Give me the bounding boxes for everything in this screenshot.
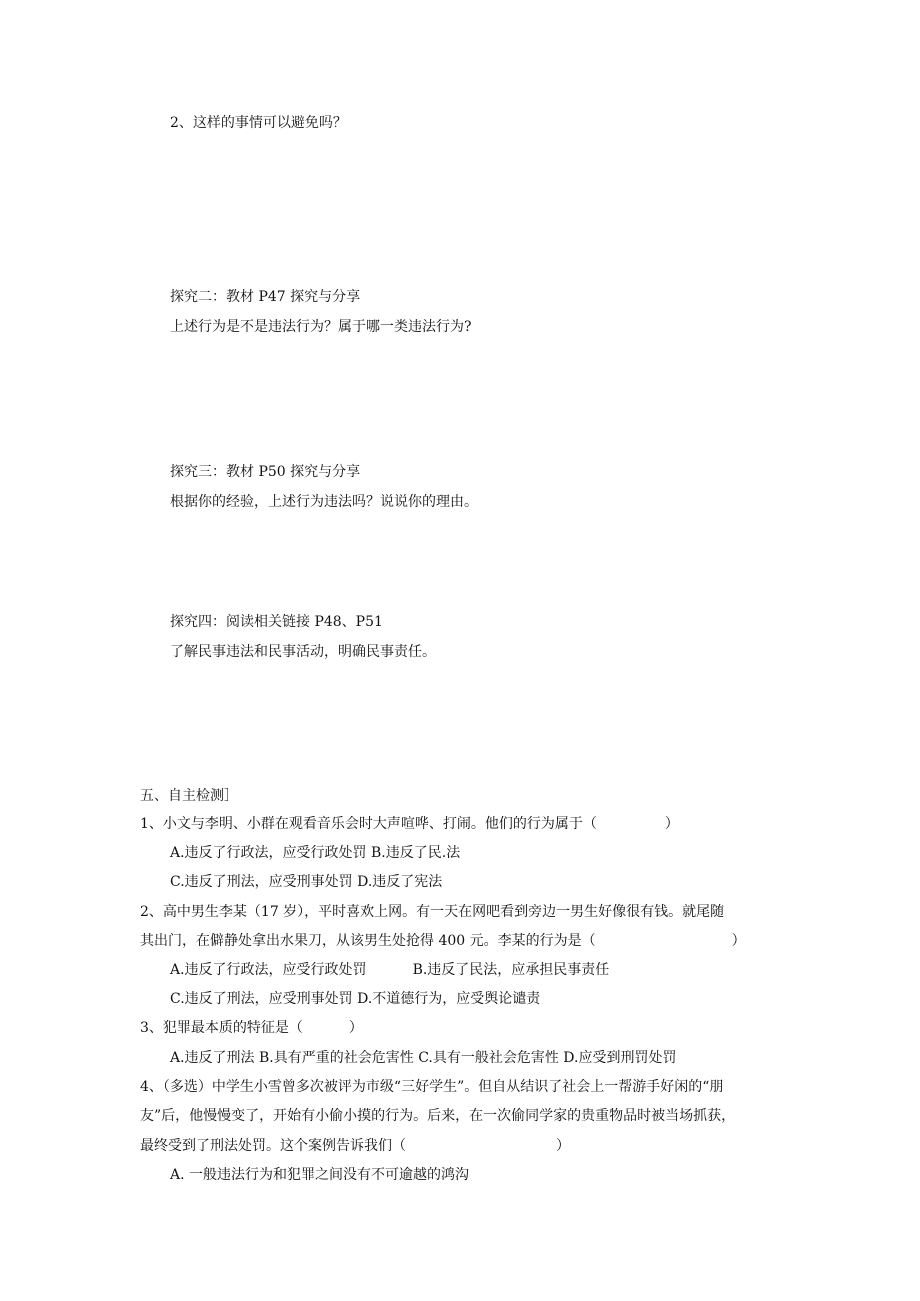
- q4-stem-text: 最终受到了刑法处罚。这个案例告诉我们（: [140, 1138, 406, 1154]
- q3-close-paren: ）: [348, 1020, 363, 1036]
- q4-stem-line3: [140, 1136, 570, 1156]
- explore-2-question: 上述行为是不是违法行为？属于哪一类违法行为?: [170, 319, 472, 335]
- q3-options: A.违反了刑法 B.具有严重的社会危害性 C.具有一般社会危害性 D.应受到刑罚处罚: [170, 1050, 677, 1066]
- explore-4-title: 探究四：阅读相关链接 P48、P51: [170, 614, 383, 630]
- q4-close-paren: ）: [556, 1138, 570, 1154]
- q2-stem-line1: 2、高中男生李某（17 岁），平时喜欢上网。有一天在网吧看到旁边一男生好像很有钱。就尾随: [140, 904, 725, 920]
- q1-options-ab: A.违反了行政法，应受行政处罚 B.违反了民.法: [170, 845, 461, 861]
- q4-stem-line2: 友”后，他慢慢变了，开始有小偷小摸的行为。后来，在一次偷同学家的贵重物品时被当场抓获，: [140, 1108, 736, 1124]
- q4-option-a: A. 一般违法行为和犯罪之间没有不可逾越的鸿沟: [170, 1167, 470, 1183]
- self-check-heading: 五、自主检测］: [140, 788, 238, 804]
- explore-4-question: 了解民事违法和民事活动，明确民事责任。: [170, 644, 436, 660]
- q2-options-cd: C.违反了刑法，应受刑事处罚 D.不道德行为，应受舆论谴责: [170, 991, 541, 1007]
- q2-options-ab: [170, 960, 609, 980]
- explore-3-question: 根据你的经验，上述行为违法吗？说说你的理由。: [170, 494, 478, 510]
- explore-3-title: 探究三：教材 P50 探究与分享: [170, 464, 361, 480]
- q1-close-paren: ）: [664, 816, 679, 832]
- q3-stem-text: 3、犯罪最本质的特征是（: [140, 1020, 303, 1036]
- q2-option-a: A.违反了行政法，应受行政处罚: [170, 962, 367, 978]
- q1-stem-text: 1、小文与李明、小群在观看音乐会时大声喧哗、打闹。他们的行为属于（: [140, 816, 597, 832]
- explore-2-title: 探究二：教材 P47 探究与分享: [170, 289, 361, 305]
- q3-stem: [140, 1018, 363, 1038]
- question-2-avoidable: 2、这样的事情可以避免吗？: [170, 115, 347, 131]
- q2-stem-text: 其出门，在僻静处拿出水果刀，从该男生处抢得 400 元。李某的行为是（: [140, 933, 596, 949]
- q1-stem: [140, 814, 679, 834]
- q2-stem-line2: [140, 931, 746, 951]
- q4-stem-line1: 4、（多选）中学生小雪曾多次被评为市级“三好学生”。但自从结识了社会上一帮游手好闲的“朋: [140, 1079, 724, 1095]
- q2-option-b: B.违反了民法，应承担民事责任: [412, 962, 610, 978]
- q1-options-cd: C.违反了刑法，应受刑事处罚 D.违反了宪法: [170, 874, 443, 890]
- q2-close-paren: ）: [731, 933, 746, 949]
